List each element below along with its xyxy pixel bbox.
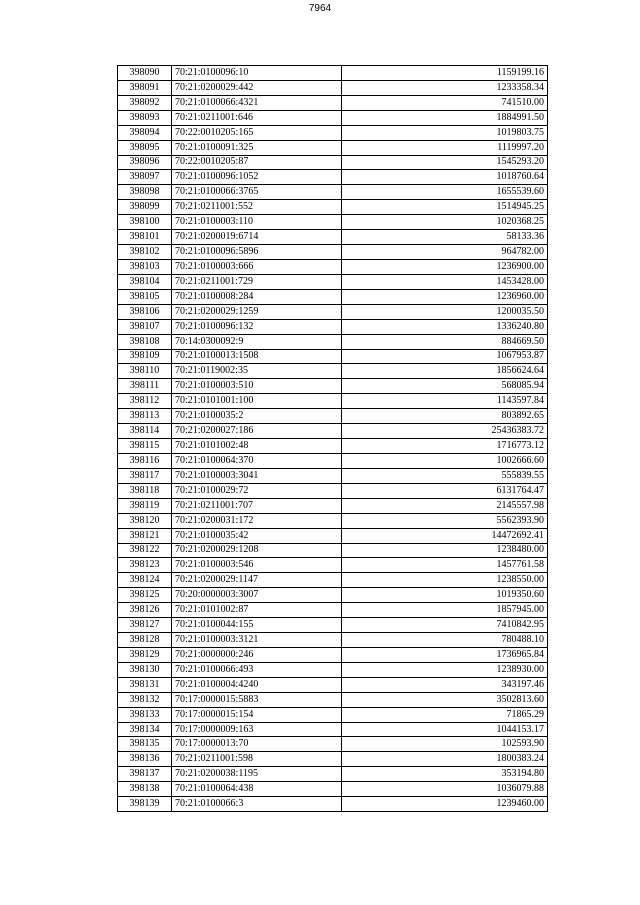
table-row [118, 603, 548, 618]
cadastral-value-cell: 884669.50 [342, 334, 548, 349]
row-number-cell: 398107 [118, 319, 172, 334]
cadastral-number-cell: 70:21:0100096:132 [172, 319, 342, 334]
cadastral-number-cell: 70:21:0100008:284 [172, 289, 342, 304]
cadastral-value-cell: 102593.90 [342, 737, 548, 752]
table-row [118, 633, 548, 648]
row-number-cell: 398103 [118, 259, 172, 274]
row-number-cell: 398118 [118, 483, 172, 498]
cadastral-value-cell: 1159199.16 [342, 66, 548, 81]
row-number-cell: 398119 [118, 498, 172, 513]
row-number-cell: 398102 [118, 245, 172, 260]
table-row [118, 140, 548, 155]
row-number-cell: 398126 [118, 603, 172, 618]
cadastral-value-cell: 1236960.00 [342, 289, 548, 304]
table-row [118, 528, 548, 543]
table-row [118, 453, 548, 468]
cadastral-value-cell: 1856624.64 [342, 364, 548, 379]
cadastral-value-cell: 1018760.64 [342, 170, 548, 185]
table-row [118, 185, 548, 200]
cadastral-number-cell: 70:21:0100004:4240 [172, 677, 342, 692]
cadastral-number-cell: 70:21:0200029:442 [172, 80, 342, 95]
cadastral-number-cell: 70:17:0000013:70 [172, 737, 342, 752]
cadastral-number-cell: 70:21:0211001:598 [172, 752, 342, 767]
row-number-cell: 398095 [118, 140, 172, 155]
row-number-cell: 398135 [118, 737, 172, 752]
row-number-cell: 398112 [118, 394, 172, 409]
table-row [118, 573, 548, 588]
table-row [118, 752, 548, 767]
table-row [118, 364, 548, 379]
cadastral-number-cell: 70:21:0100096:1052 [172, 170, 342, 185]
table-row [118, 66, 548, 81]
row-number-cell: 398129 [118, 647, 172, 662]
table-row [118, 304, 548, 319]
table-row [118, 200, 548, 215]
cadastral-value-cell: 1238930.00 [342, 662, 548, 677]
cadastral-value-cell: 1716773.12 [342, 439, 548, 454]
table-row [118, 80, 548, 95]
cadastral-value-cell: 1019803.75 [342, 125, 548, 140]
page-number: 7964 [308, 3, 332, 14]
row-number-cell: 398115 [118, 439, 172, 454]
cadastral-number-cell: 70:21:0100066:3 [172, 797, 342, 812]
cadastral-number-cell: 70:22:0010205:87 [172, 155, 342, 170]
cadastral-number-cell: 70:21:0200027:186 [172, 424, 342, 439]
cadastral-value-cell: 1200035.50 [342, 304, 548, 319]
cadastral-value-cell: 6131764.47 [342, 483, 548, 498]
table-row [118, 110, 548, 125]
table-row [118, 170, 548, 185]
row-number-cell: 398125 [118, 588, 172, 603]
table-row [118, 782, 548, 797]
cadastral-value-cell: 568085.94 [342, 379, 548, 394]
cadastral-number-cell: 70:21:0101002:87 [172, 603, 342, 618]
table-row [118, 439, 548, 454]
table-row [118, 409, 548, 424]
cadastral-value-cell: 1119997.20 [342, 140, 548, 155]
row-number-cell: 398110 [118, 364, 172, 379]
table-row [118, 692, 548, 707]
table-row [118, 394, 548, 409]
cadastral-number-cell: 70:21:0100044:155 [172, 618, 342, 633]
table-row [118, 647, 548, 662]
cadastral-number-cell: 70:21:0100003:3041 [172, 468, 342, 483]
cadastral-value-cell: 25436383.72 [342, 424, 548, 439]
row-number-cell: 398105 [118, 289, 172, 304]
cadastral-value-cell: 964782.00 [342, 245, 548, 260]
row-number-cell: 398108 [118, 334, 172, 349]
cadastral-value-cell: 555839.55 [342, 468, 548, 483]
cadastral-value-cell: 1036079.88 [342, 782, 548, 797]
cadastral-number-cell: 70:21:0101002:48 [172, 439, 342, 454]
cadastral-number-cell: 70:21:0200029:1147 [172, 573, 342, 588]
cadastral-number-cell: 70:17:0000015:154 [172, 707, 342, 722]
table-row [118, 245, 548, 260]
table-row [118, 767, 548, 782]
row-number-cell: 398128 [118, 633, 172, 648]
table-row [118, 722, 548, 737]
cadastral-value-cell: 1233358.34 [342, 80, 548, 95]
cadastral-value-cell: 741510.00 [342, 95, 548, 110]
cadastral-value-cell: 1336240.80 [342, 319, 548, 334]
row-number-cell: 398113 [118, 409, 172, 424]
row-number-cell: 398116 [118, 453, 172, 468]
table-row [118, 797, 548, 812]
table-row [118, 289, 548, 304]
row-number-cell: 398132 [118, 692, 172, 707]
table-row [118, 662, 548, 677]
table-row [118, 334, 548, 349]
cadastral-number-cell: 70:21:0000000:246 [172, 647, 342, 662]
row-number-cell: 398136 [118, 752, 172, 767]
row-number-cell: 398138 [118, 782, 172, 797]
row-number-cell: 398117 [118, 468, 172, 483]
cadastral-number-cell: 70:21:0211001:552 [172, 200, 342, 215]
cadastral-value-cell: 353194.80 [342, 767, 548, 782]
row-number-cell: 398114 [118, 424, 172, 439]
row-number-cell: 398096 [118, 155, 172, 170]
table-row [118, 319, 548, 334]
cadastral-number-cell: 70:21:0119002:35 [172, 364, 342, 379]
row-number-cell: 398130 [118, 662, 172, 677]
cadastral-value-cell: 7410842.95 [342, 618, 548, 633]
row-number-cell: 398092 [118, 95, 172, 110]
cadastral-number-cell: 70:21:0211001:707 [172, 498, 342, 513]
cadastral-number-cell: 70:21:0100066:493 [172, 662, 342, 677]
row-number-cell: 398100 [118, 215, 172, 230]
table-row [118, 125, 548, 140]
row-number-cell: 398109 [118, 349, 172, 364]
table-row [118, 155, 548, 170]
cadastral-value-cell: 1044153.17 [342, 722, 548, 737]
cadastral-value-cell: 1857945.00 [342, 603, 548, 618]
cadastral-value-cell: 14472692.41 [342, 528, 548, 543]
row-number-cell: 398127 [118, 618, 172, 633]
row-number-cell: 398123 [118, 558, 172, 573]
cadastral-value-cell: 1453428.00 [342, 274, 548, 289]
cadastral-value-cell: 1800383.24 [342, 752, 548, 767]
cadastral-number-cell: 70:21:0101001:100 [172, 394, 342, 409]
table-row [118, 424, 548, 439]
row-number-cell: 398139 [118, 797, 172, 812]
cadastral-number-cell: 70:21:0100029:72 [172, 483, 342, 498]
cadastral-value-cell: 1514945.25 [342, 200, 548, 215]
cadastral-value-cell: 1884991.50 [342, 110, 548, 125]
table-row [118, 707, 548, 722]
row-number-cell: 398134 [118, 722, 172, 737]
row-number-cell: 398133 [118, 707, 172, 722]
table-row [118, 588, 548, 603]
table-row [118, 543, 548, 558]
table-row [118, 379, 548, 394]
table-row [118, 737, 548, 752]
row-number-cell: 398098 [118, 185, 172, 200]
cadastral-number-cell: 70:17:0000009:163 [172, 722, 342, 737]
cadastral-number-cell: 70:21:0100096:10 [172, 66, 342, 81]
row-number-cell: 398091 [118, 80, 172, 95]
row-number-cell: 398120 [118, 513, 172, 528]
row-number-cell: 398111 [118, 379, 172, 394]
cadastral-value-cell: 1020368.25 [342, 215, 548, 230]
cadastral-number-cell: 70:21:0200031:172 [172, 513, 342, 528]
cadastral-value-cell: 803892.65 [342, 409, 548, 424]
table-row [118, 513, 548, 528]
cadastral-value-cell: 1238550.00 [342, 573, 548, 588]
table-row [118, 215, 548, 230]
row-number-cell: 398099 [118, 200, 172, 215]
cadastral-number-cell: 70:21:0100066:4321 [172, 95, 342, 110]
cadastral-number-cell: 70:21:0100003:510 [172, 379, 342, 394]
cadastral-value-table [117, 65, 548, 812]
table-row [118, 349, 548, 364]
table-row [118, 483, 548, 498]
cadastral-number-cell: 70:21:0211001:729 [172, 274, 342, 289]
cadastral-value-cell: 1002666.60 [342, 453, 548, 468]
cadastral-value-cell: 58133.36 [342, 230, 548, 245]
table-row [118, 677, 548, 692]
table-row [118, 230, 548, 245]
cadastral-number-cell: 70:17:0000015:5883 [172, 692, 342, 707]
cadastral-value-cell: 343197.46 [342, 677, 548, 692]
cadastral-number-cell: 70:21:0100064:438 [172, 782, 342, 797]
cadastral-value-cell: 1143597.84 [342, 394, 548, 409]
cadastral-value-cell: 1239460.00 [342, 797, 548, 812]
cadastral-number-cell: 70:21:0100003:546 [172, 558, 342, 573]
cadastral-number-cell: 70:21:0100035:42 [172, 528, 342, 543]
cadastral-number-cell: 70:14:0300092:9 [172, 334, 342, 349]
row-number-cell: 398101 [118, 230, 172, 245]
cadastral-value-cell: 71865.29 [342, 707, 548, 722]
cadastral-number-cell: 70:21:0200029:1259 [172, 304, 342, 319]
cadastral-value-cell: 1019350.60 [342, 588, 548, 603]
cadastral-value-cell: 1457761.58 [342, 558, 548, 573]
cadastral-number-cell: 70:20:0000003:3007 [172, 588, 342, 603]
cadastral-number-cell: 70:21:0100013:1508 [172, 349, 342, 364]
cadastral-value-cell: 5562393.90 [342, 513, 548, 528]
row-number-cell: 398122 [118, 543, 172, 558]
row-number-cell: 398093 [118, 110, 172, 125]
cadastral-number-cell: 70:21:0100096:5896 [172, 245, 342, 260]
cadastral-value-cell: 1545293.20 [342, 155, 548, 170]
row-number-cell: 398121 [118, 528, 172, 543]
table-body [118, 66, 548, 812]
cadastral-number-cell: 70:21:0211001:646 [172, 110, 342, 125]
cadastral-value-cell: 1736965.84 [342, 647, 548, 662]
cadastral-value-cell: 1236900.00 [342, 259, 548, 274]
cadastral-number-cell: 70:21:0200019:6714 [172, 230, 342, 245]
cadastral-value-cell: 1238480.00 [342, 543, 548, 558]
cadastral-value-cell: 780488.10 [342, 633, 548, 648]
cadastral-number-cell: 70:21:0100064:370 [172, 453, 342, 468]
cadastral-number-cell: 70:21:0100091:325 [172, 140, 342, 155]
cadastral-number-cell: 70:22:0010205:165 [172, 125, 342, 140]
row-number-cell: 398094 [118, 125, 172, 140]
table-row [118, 618, 548, 633]
table-row [118, 274, 548, 289]
table-row [118, 468, 548, 483]
cadastral-value-cell: 3502813.60 [342, 692, 548, 707]
cadastral-value-cell: 2145557.98 [342, 498, 548, 513]
cadastral-number-cell: 70:21:0200029:1208 [172, 543, 342, 558]
cadastral-number-cell: 70:21:0100066:3765 [172, 185, 342, 200]
cadastral-value-cell: 1655539.60 [342, 185, 548, 200]
cadastral-number-cell: 70:21:0200038:1195 [172, 767, 342, 782]
cadastral-value-cell: 1067953.87 [342, 349, 548, 364]
cadastral-number-cell: 70:21:0100003:666 [172, 259, 342, 274]
cadastral-number-cell: 70:21:0100035:2 [172, 409, 342, 424]
table-row [118, 95, 548, 110]
row-number-cell: 398104 [118, 274, 172, 289]
row-number-cell: 398124 [118, 573, 172, 588]
table-row [118, 558, 548, 573]
row-number-cell: 398090 [118, 66, 172, 81]
row-number-cell: 398097 [118, 170, 172, 185]
cadastral-number-cell: 70:21:0100003:3121 [172, 633, 342, 648]
row-number-cell: 398137 [118, 767, 172, 782]
table-row [118, 498, 548, 513]
row-number-cell: 398131 [118, 677, 172, 692]
cadastral-number-cell: 70:21:0100003:110 [172, 215, 342, 230]
table-row [118, 259, 548, 274]
row-number-cell: 398106 [118, 304, 172, 319]
